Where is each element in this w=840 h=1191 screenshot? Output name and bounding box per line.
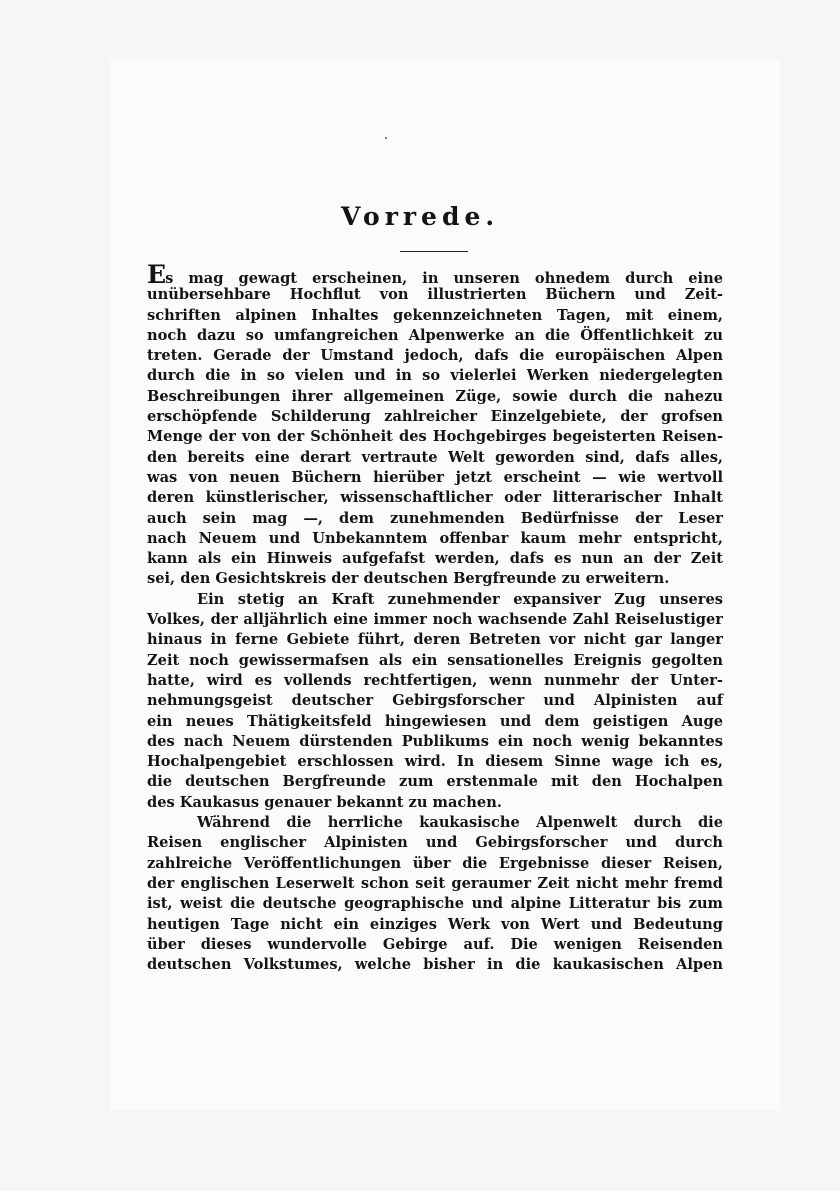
preface-text (147, 260, 723, 975)
first-line-rest: s mag gewagt erscheinen, in unseren ohnedem durch eine (165, 270, 723, 287)
text-line: Menge der von der Schönheit des Hochgebirges begeisterten Reisen- (147, 428, 723, 446)
text-line: hatte, wird es vollends rechtfertigen, wenn nunmehr der Unter- (147, 671, 723, 689)
text-line: heutigen Tage nicht ein einziges Werk von Wert und Bedeutung (147, 915, 723, 933)
text-line: Hochalpengebiet erschlossen wird. In diesem Sinne wage ich es, (147, 753, 723, 771)
text-line: Ein stetig an Kraft zunehmender expansiver Zug unseres (197, 590, 723, 608)
title-rule (400, 251, 468, 252)
text-line: nehmungsgeist deutscher Gebirgsforscher und Alpinisten auf (147, 692, 723, 710)
text-line: auch sein mag —, dem zunehmenden Bedürfnisse der Leser (147, 509, 723, 527)
text-line: deren künstlerischer, wissenschaftlicher oder litterarischer Inhalt (147, 489, 723, 507)
drop-initial: E (147, 260, 166, 289)
text-line: erschöpfende Schilderung zahlreicher Einzelgebiete, der grofsen (147, 408, 723, 426)
text-line: was von neuen Büchern hierüber jetzt erscheint — wie wertvoll (147, 468, 723, 486)
text-line-first (147, 260, 723, 289)
text-line: Volkes, der alljährlich eine immer noch wachsende Zahl Reiselustiger (147, 611, 723, 629)
text-line: Beschreibungen ihrer allgemeinen Züge, sowie durch die nahezu (147, 387, 723, 405)
text-line: ein neues Thätigkeitsfeld hingewiesen und dem geistigen Auge (147, 712, 723, 730)
text-line: zahlreiche Veröffentlichungen über die Ergebnisse dieser Reisen, (147, 854, 723, 872)
text-line: ist, weist die deutsche geographische und alpine Litteratur bis zum (147, 895, 723, 913)
text-line: noch dazu so umfangreichen Alpenwerke an die Öffentlichkeit zu (147, 326, 723, 344)
text-line: schriften alpinen Inhaltes gekennzeichneten Tagen, mit einem, (147, 306, 723, 324)
text-line: kann als ein Hinweis aufgefafst werden, dafs es nun an der Zeit (147, 550, 723, 568)
text-line: sei, den Gesichtskreis der deutschen Bergfreunde zu erweitern. (147, 570, 670, 588)
text-line: durch die in so vielen und in so vielerlei Werken niedergelegten (147, 367, 723, 385)
text-line: nach Neuem und Unbekanntem offenbar kaum mehr entspricht, (147, 529, 723, 547)
text-line: treten. Gerade der Umstand jedoch, dafs die europäischen Alpen (147, 347, 723, 365)
text-line: hinaus in ferne Gebiete führt, deren Betreten vor nicht gar langer (147, 631, 723, 649)
text-line: über dieses wundervolle Gebirge auf. Die wenigen Reisenden (147, 935, 723, 953)
speck-mark (385, 137, 387, 139)
text-line: unübersehbare Hochflut von illustrierten Büchern und Zeit- (147, 286, 723, 304)
text-line: den bereits eine derart vertraute Welt geworden sind, dafs alles, (147, 448, 723, 466)
page-title: Vorrede. (340, 202, 500, 231)
text-line: der englischen Leserwelt schon seit geraumer Zeit nicht mehr fremd (147, 874, 723, 892)
text-line: die deutschen Bergfreunde zum erstenmale mit den Hochalpen (147, 773, 723, 791)
text-line: Zeit noch gewissermafsen als ein sensationelles Ereignis gegolten (147, 651, 723, 669)
text-line: Während die herrliche kaukasische Alpenwelt durch die (197, 814, 723, 832)
text-line: des Kaukasus genauer bekannt zu machen. (147, 793, 502, 811)
text-lines (147, 285, 723, 975)
text-line: Reisen englischer Alpinisten und Gebirgsforscher und durch (147, 834, 723, 852)
text-line: deutschen Volkstumes, welche bisher in die kaukasischen Alpen (147, 956, 723, 974)
text-line: des nach Neuem dürstenden Publikums ein noch wenig bekanntes (147, 732, 723, 750)
